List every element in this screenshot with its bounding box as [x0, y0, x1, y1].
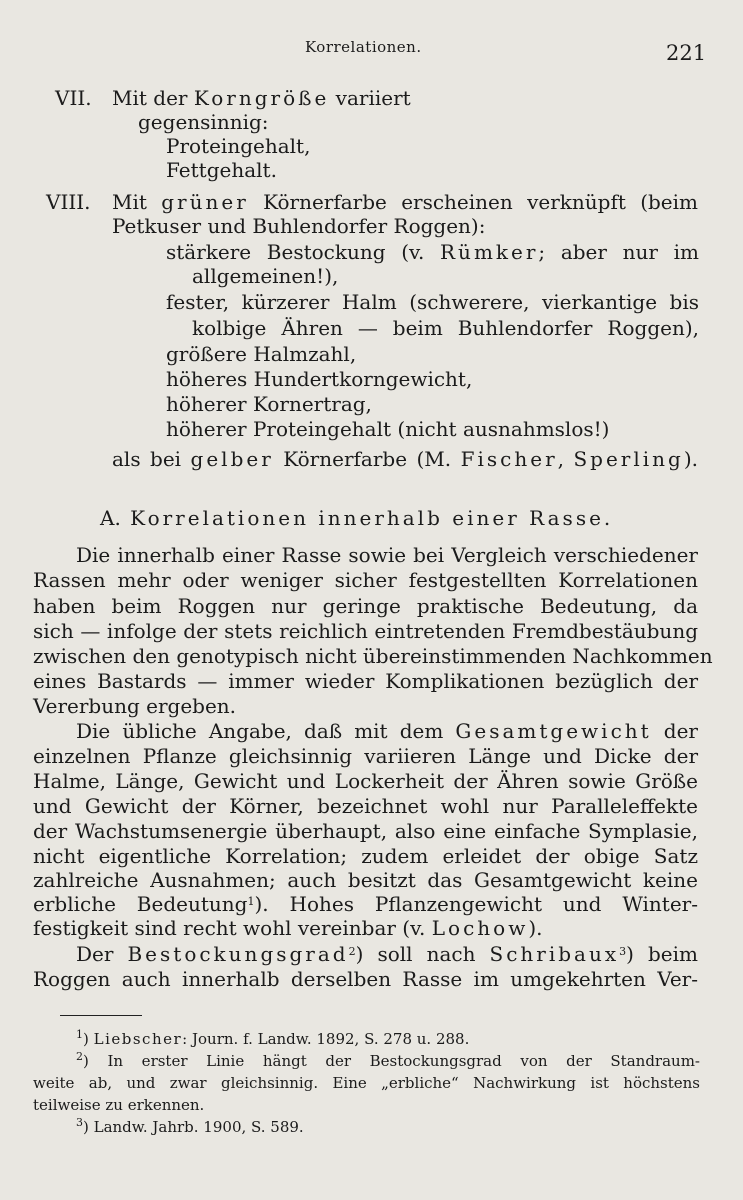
section-vii-line2: gegensinnig: [138, 110, 269, 134]
page-number: 221 [666, 41, 707, 65]
body-line: zahlreiche Ausnahmen; auch besitzt das Gesamtgewicht keine [33, 868, 698, 892]
section-vii-numeral: VII. [55, 86, 92, 110]
section-viii-line: allgemeinen!), [192, 264, 339, 288]
section-viii-line: höheres Hundertkorngewicht, [166, 367, 473, 391]
section-heading: A. Korrelationen innerhalb einer Rasse. [100, 506, 614, 530]
section-viii-line: höherer Kornertrag, [166, 392, 372, 416]
body-line: nicht eigentliche Korrelation; zudem erleidet der obige Satz [33, 844, 698, 868]
section-viii-line: kolbige Ähren — beim Buhlendorfer Roggen), [192, 316, 699, 340]
section-viii-numeral: VIII. [46, 190, 91, 214]
body-line: haben beim Roggen nur geringe praktische Bedeutung, da [33, 594, 698, 618]
body-line: Rassen mehr oder weniger sicher festgestellten Korrelationen [33, 568, 698, 592]
body-line: Vererbung ergeben. [33, 694, 237, 718]
section-viii-closing: als bei gelber Körnerfarbe (M. Fischer, Sperling). [112, 447, 699, 471]
body-line: Die übliche Angabe, daß mit dem Gesamtgewicht der [76, 719, 698, 743]
section-viii-line: fester, kürzerer Halm (schwerere, vierkantige bis [166, 290, 699, 314]
body-line: Die innerhalb einer Rasse sowie bei Vergleich verschiedener [76, 543, 698, 567]
body-line: eines Bastards — immer wieder Komplikationen bezüglich der [33, 669, 698, 693]
section-vii-item: Fettgehalt. [166, 158, 277, 182]
body-line: Halme, Länge, Gewicht und Lockerheit der Ähren sowie Größe [33, 769, 698, 793]
running-header: Korrelationen. [305, 38, 422, 56]
section-viii-line2: Petkuser und Buhlendorfer Roggen): [112, 214, 486, 238]
section-vii-item: Proteingehalt, [166, 134, 311, 158]
footnote-2-line: teilweise zu erkennen. [33, 1096, 205, 1114]
section-vii-intro: Mit der Korngröße variiert [112, 86, 411, 110]
body-line: festigkeit sind recht wohl vereinbar (v. Lochow). [33, 916, 543, 940]
body-line: sich — infolge der stets reichlich eintretenden Fremdbestäubung [33, 619, 698, 643]
footnote-1: $^1$) Liebscher: Journ. f. Landw. 1892, S. 278 u. 288. [76, 1028, 470, 1048]
section-viii-line: höherer Proteingehalt (nicht ausnahmslos!) [166, 417, 610, 441]
footnote-rule [60, 1015, 142, 1016]
footnote-3: $^3$) Landw. Jahrb. 1900, S. 589. [76, 1116, 304, 1136]
body-line: und Gewicht der Körner, bezeichnet wohl nur Paralleleffekte [33, 794, 698, 818]
body-line: Der Bestockungsgrad$^2$) soll nach Schribaux$^3$) beim [76, 942, 698, 966]
footnote-2-line: weite ab, und zwar gleichsinnig. Eine „erbliche“ Nachwirkung ist höchstens [33, 1074, 700, 1092]
body-line: zwischen den genotypisch nicht übereinstimmenden Nachkommen [33, 644, 713, 668]
body-line: der Wachstumsenergie überhaupt, also eine einfache Symplasie, [33, 819, 698, 843]
section-viii-line: größere Halmzahl, [166, 342, 357, 366]
body-line: erbliche Bedeutung$^1$). Hohes Pflanzengewicht und Winter- [33, 892, 698, 916]
body-line: Roggen auch innerhalb derselben Rasse im umgekehrten Ver- [33, 967, 698, 991]
section-viii-intro: Mit grüner Körnerfarbe erscheinen verknüpft (beim [112, 190, 698, 214]
section-viii-line: stärkere Bestockung (v. Rümker; aber nur im [166, 240, 699, 264]
footnote-2: $^2$) In erster Linie hängt der Bestockungsgrad von der Standraum- [76, 1050, 700, 1070]
body-line: einzelnen Pflanze gleichsinnig variieren Länge und Dicke der [33, 744, 698, 768]
